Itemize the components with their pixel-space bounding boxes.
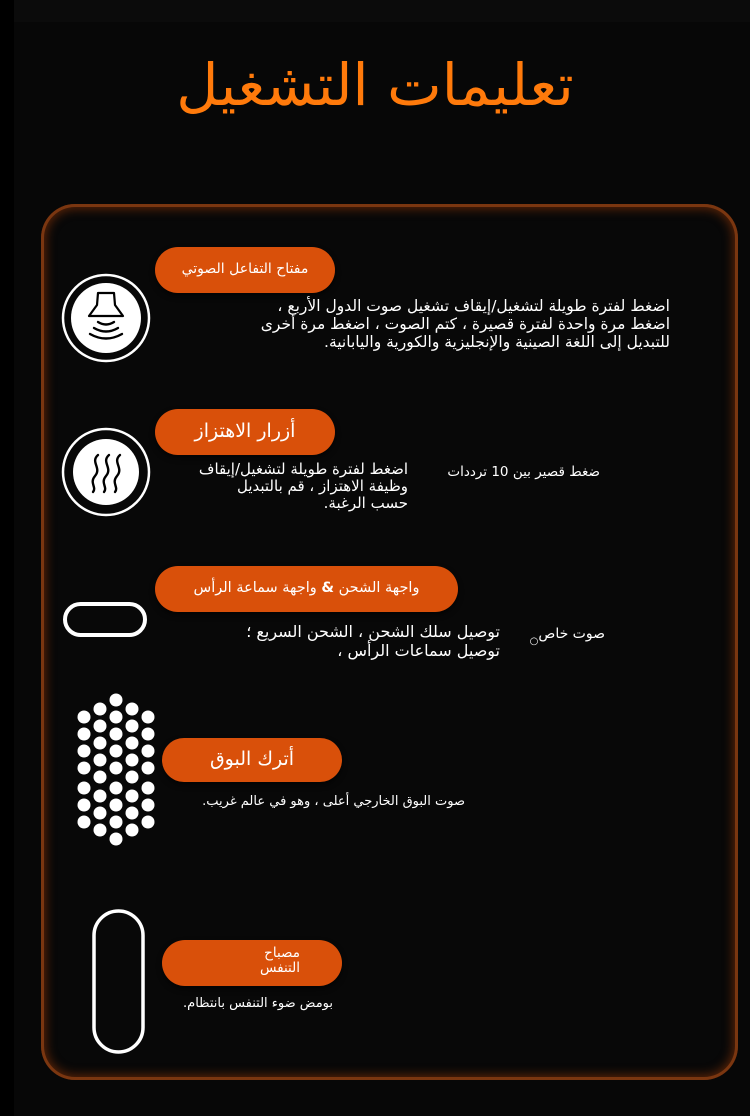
grille-dot: [126, 771, 139, 784]
description-line: حسب الرغبة.: [323, 494, 408, 512]
breathing-light-label: [162, 940, 342, 986]
grille-dot: [94, 720, 107, 733]
grille-dot: [126, 737, 139, 750]
left-strip: [0, 0, 14, 1116]
grille-dot: [142, 728, 155, 741]
breathing-light-icon: [90, 908, 148, 1056]
grille-dot: [94, 807, 107, 820]
grille-dot: [78, 711, 91, 724]
grille-dot: [110, 762, 123, 775]
breathing-description: بومض ضوء التنفس بانتظام.: [183, 996, 333, 1011]
vibration-buttons-label: [155, 409, 335, 455]
top-strip: [0, 0, 750, 22]
voice-bell-icon: [60, 272, 152, 364]
page-title: تعليمات التشغيل: [176, 51, 574, 119]
grille-dot: [78, 745, 91, 758]
grille-dot: [110, 745, 123, 758]
grille-dot: [94, 790, 107, 803]
port-description: [180, 622, 500, 660]
speaker-description: صوت البوق الخارجي أعلى ، وهو في عالم غريب.: [202, 794, 465, 809]
vibration-icon: [60, 426, 152, 518]
grille-dot: [142, 816, 155, 829]
side-note-text: صوت خاص: [538, 626, 605, 642]
grille-dot: [126, 754, 139, 767]
vibration-description: [165, 461, 408, 512]
grille-dot: [110, 728, 123, 741]
grille-dot: [142, 762, 155, 775]
description-line: اضغط مرة واحدة لفترة قصيرة ، كتم الصوت ، اضغط مرة أخرى: [260, 315, 670, 333]
grille-dot: [94, 824, 107, 837]
charging-port-text: واجهة الشحن: [338, 580, 420, 596]
voice-key-label: [155, 247, 335, 293]
description-line: توصيل سلك الشحن ، الشحن السريع ؛: [246, 622, 500, 641]
grille-dot: [110, 816, 123, 829]
speaker-label: [162, 738, 342, 782]
grille-dot: [126, 824, 139, 837]
grille-dot: [142, 711, 155, 724]
speaker-label-text: أترك البوق: [209, 748, 295, 770]
grille-dot: [142, 799, 155, 812]
grille-dot: [126, 807, 139, 820]
vibration-buttons-label-text: أزرار الاهتزاز: [194, 420, 296, 442]
port-side-note: [505, 625, 605, 651]
grille-dot: [126, 703, 139, 716]
grille-dot: [94, 754, 107, 767]
description-line: للتبديل إلى اللغة الصينية والإنجليزية والكورية واليابانية.: [324, 333, 670, 351]
grille-dot: [110, 694, 123, 707]
small-circle-icon: ○: [529, 636, 539, 647]
voice-key-description: [195, 297, 670, 351]
grille-dot: [94, 703, 107, 716]
breathing-label-line: مصباح: [264, 945, 300, 961]
grille-dot: [126, 720, 139, 733]
grille-dot: [142, 745, 155, 758]
vibration-side-note: ضغط قصير بين 10 ترددات: [447, 464, 600, 480]
grille-dot: [78, 782, 91, 795]
grille-dot: [110, 799, 123, 812]
speaker-grille-icon: [74, 692, 158, 852]
description-line: توصيل سماعات الرأس ،: [337, 641, 500, 660]
port-icon: [62, 600, 148, 640]
grille-dot: [110, 782, 123, 795]
grille-dot: [126, 790, 139, 803]
grille-dot: [78, 816, 91, 829]
grille-dot: [94, 771, 107, 784]
grille-dot: [78, 799, 91, 812]
grille-dot: [110, 833, 123, 846]
grille-dot: [142, 782, 155, 795]
description-line: اضغط لفترة طويلة لتشغيل/إيقاف: [198, 460, 408, 478]
headphone-port-text: واجهة سماعة الرأس: [193, 580, 317, 596]
ampersand: &: [321, 580, 335, 596]
grille-dot: [78, 728, 91, 741]
description-line: اضغط لفترة طويلة لتشغيل/إيقاف تشغيل صوت الدول الأربع ،: [277, 297, 670, 315]
grille-dot: [110, 711, 123, 724]
grille-dot: [94, 737, 107, 750]
charging-headphone-port-label: [155, 566, 458, 612]
description-line: وظيفة الاهتزاز ، قم بالتبديل: [236, 477, 408, 495]
voice-key-label-text: مفتاح التفاعل الصوتي: [181, 261, 309, 277]
grille-dot: [78, 762, 91, 775]
breathing-label-line: التنفس: [259, 960, 300, 976]
